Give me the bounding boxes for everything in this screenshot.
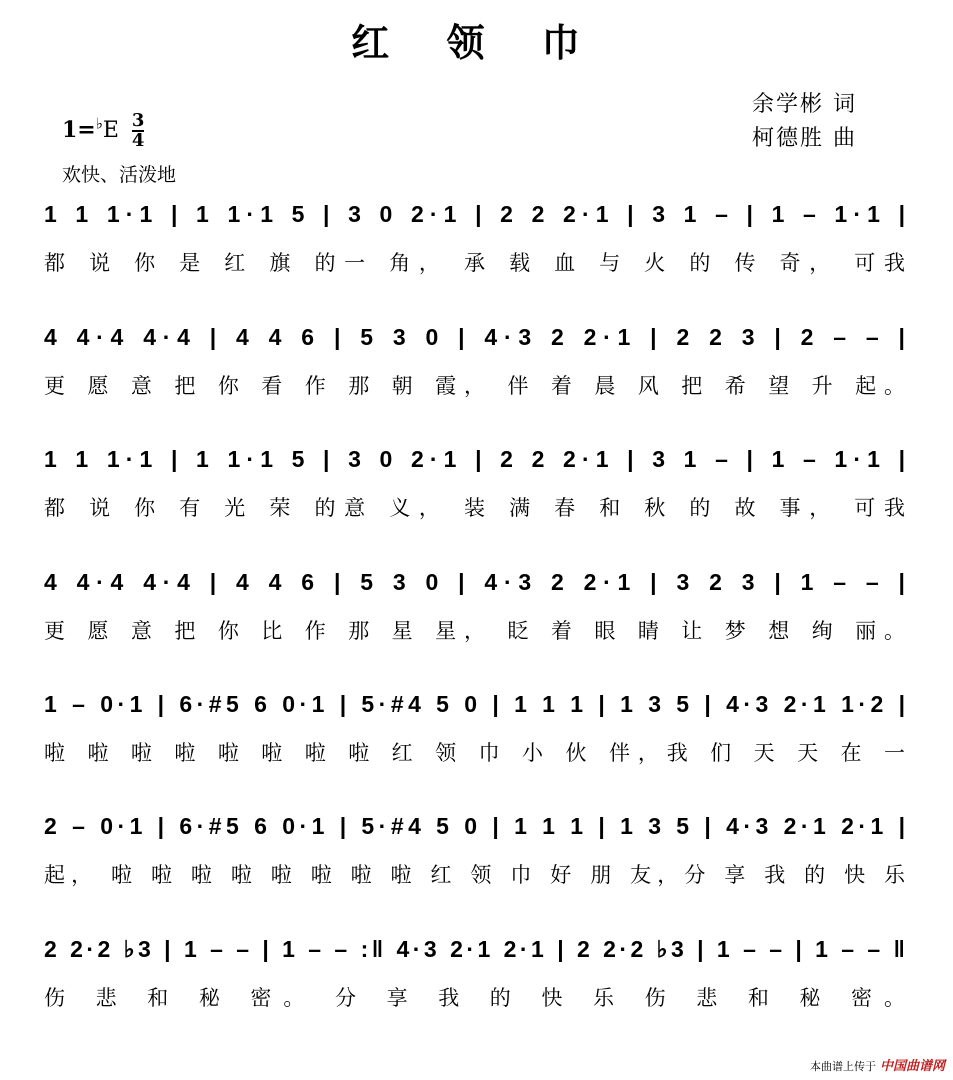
notation-row-3: 1 1 1·1 | 1 1·1 5 | 3 0 2·1 | 2 2 2·1 | 3 1 – | 1 – 1·1 | (44, 446, 905, 472)
notation-row-1: 1 1 1·1 | 1 1·1 5 | 3 0 2·1 | 2 2 2·1 | 3 1 – | 1 – 1·1 | (44, 201, 905, 227)
composer-credit: 柯德胜 曲 (752, 126, 857, 151)
footer (810, 1055, 945, 1074)
lyric-row-2: 更 愿 意 把 你 看 作 那 朝 霞， 伴 着 晨 风 把 希 望 升 起。 (44, 374, 905, 398)
time-bottom: 4 (131, 130, 145, 151)
notation-row-6: 2 – 0·1 | 6·#5 6 0·1 | 5·#4 5 0 | 1 1 1 | 1 3 5 | 4·3 2·1 2·1 | (44, 813, 906, 839)
lyricist-credit: 余学彬 词 (752, 92, 857, 117)
site-logo: 中国曲谱网 (879, 1059, 945, 1074)
tempo-marking: 欢快、活泼地 (62, 164, 177, 186)
lyric-row-6: 起， 啦 啦 啦 啦 啦 啦 啦 啦 红 领 巾 好 朋 友，分 享 我 的 快 乐 (44, 863, 905, 887)
flat-sign: ♭ (95, 114, 103, 133)
lyric-row-5: 啦 啦 啦 啦 啦 啦 啦 啦 红 领 巾 小 伙 伴，我 们 天 天 在 一 (44, 741, 905, 765)
lyric-row-1: 都 说 你 是 红 旗 的一 角， 承 载 血 与 火 的 传 奇， 可我 (44, 251, 906, 275)
notation-row-5: 1 – 0·1 | 6·#5 6 0·1 | 5·#4 5 0 | 1 1 1 | 1 3 5 | 4·3 2·1 1·2 | (44, 691, 906, 717)
time-top: 3 (131, 110, 145, 131)
notation-row-2: 4 4·4 4·4 | 4 4 6 | 5 3 0 | 4·3 2 2·1 | 2 2 3 | 2 – – | (44, 324, 905, 350)
key-prefix: 1= (62, 117, 96, 143)
notation-row-7: 2 2·2 ♭3 | 1 – – | 1 – – :‖ 4·3 2·1 2·1 | 2 2·2 ♭3 | 1 – – | 1 – – ‖ (44, 936, 906, 962)
key-tonic: E (102, 118, 119, 143)
lyric-row-7: 伤 悲 和 秘 密。 分 享 我 的 快 乐 伤 悲 和 秘 密。 (44, 986, 905, 1010)
upload-text: 本曲谱上传于 (809, 1060, 876, 1073)
notation-row-4: 4 4·4 4·4 | 4 4 6 | 5 3 0 | 4·3 2 2·1 | 3 2 3 | 1 – – | (44, 569, 905, 595)
lyric-row-3: 都 说 你 有 光 荣 的意 义， 装 满 春 和 秋 的 故 事， 可我 (44, 496, 906, 520)
song-title: 红 领 巾 (351, 20, 602, 65)
lyric-row-4: 更 愿 意 把 你 比 作 那 星 星， 眨 着 眼 睛 让 梦 想 绚 丽。 (44, 619, 905, 643)
